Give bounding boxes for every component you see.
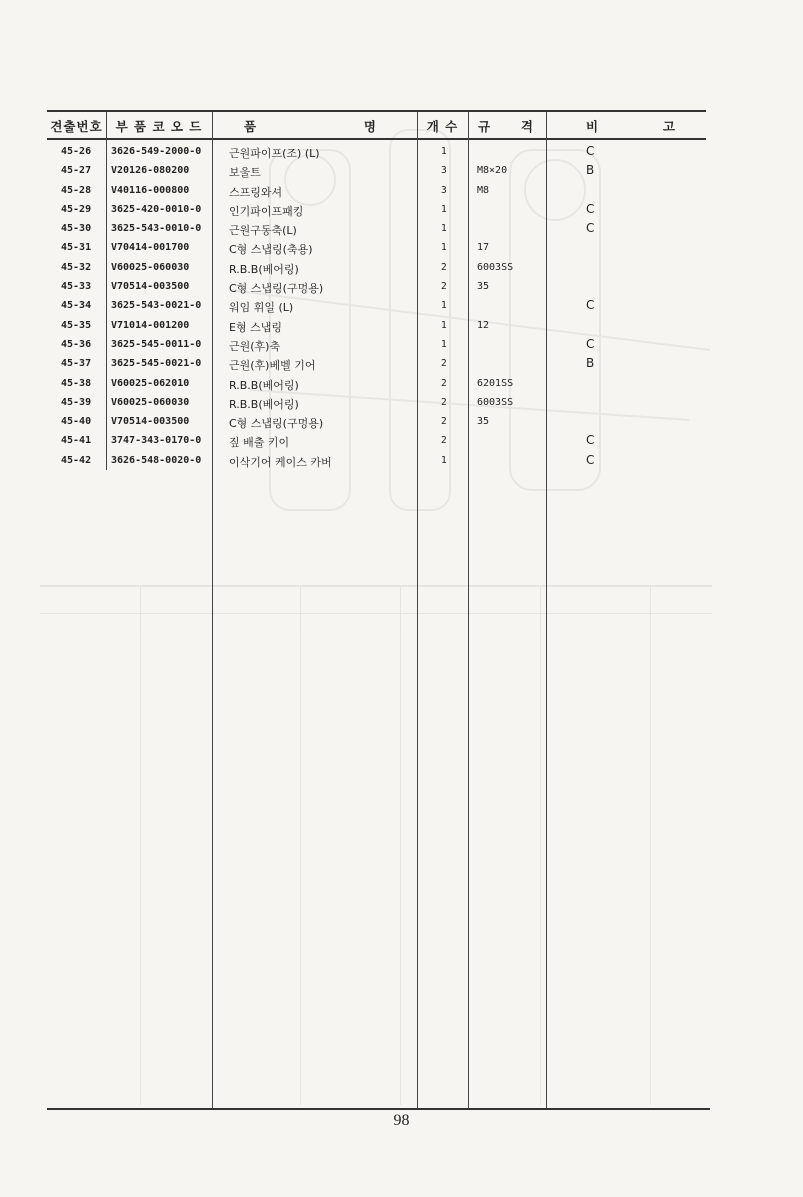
header-note-left: 비 <box>586 119 600 134</box>
note-cell: C <box>586 201 595 216</box>
spec-cell: 35 <box>477 281 490 293</box>
quantity-cell: 2 <box>441 358 447 370</box>
spec-cell: M8 <box>477 184 490 196</box>
note-cell: C <box>586 452 595 467</box>
table-row <box>47 260 706 279</box>
quantity-cell: 2 <box>441 377 447 389</box>
quantity-cell: 1 <box>441 203 447 215</box>
table-row <box>47 221 706 240</box>
quantity-cell: 1 <box>441 454 447 466</box>
quantity-cell: 2 <box>441 281 447 293</box>
part-code-cell: 3625-545-0021-0 <box>111 358 202 370</box>
part-number-cell: 45-33 <box>61 281 92 293</box>
part-name-cell: 워임 휘일 (L) <box>229 301 294 315</box>
part-name-cell: 보울트 <box>229 166 261 180</box>
header-name-right: 명 <box>363 119 377 134</box>
part-number-cell: 45-29 <box>61 203 92 215</box>
spec-cell: M8×20 <box>477 165 508 177</box>
header-part-name <box>212 116 417 136</box>
part-code-cell: 3626-548-0020-0 <box>111 454 202 466</box>
table-row <box>47 356 706 375</box>
part-code-cell: 3626-549-2000-0 <box>111 146 202 157</box>
page-bottom-rule <box>47 1108 710 1110</box>
parts-table-body <box>47 144 706 472</box>
quantity-cell: 1 <box>441 300 447 312</box>
header-quantity: 개 수 <box>426 119 459 134</box>
part-name-cell: E형 스냅링 <box>229 320 282 334</box>
spec-cell: 12 <box>477 319 490 331</box>
table-row <box>47 414 706 433</box>
quantity-cell: 1 <box>441 242 447 254</box>
part-name-cell: 스프링와셔 <box>229 185 283 199</box>
quantity-cell: 2 <box>441 396 447 408</box>
table-row <box>47 337 706 356</box>
note-cell: C <box>586 221 595 236</box>
spec-cell: 6003SS <box>477 396 514 408</box>
table-row <box>47 163 706 182</box>
part-number-cell: 45-40 <box>61 416 92 428</box>
part-code-cell: 3747-343-0170-0 <box>111 435 202 447</box>
part-code-cell: V70514-003500 <box>111 281 190 293</box>
table-row <box>47 433 706 452</box>
note-cell: C <box>586 336 595 351</box>
table-row <box>47 318 706 337</box>
part-name-cell: 근원(후)베벨 기어 <box>229 359 316 373</box>
table-top-rule <box>47 110 706 112</box>
part-code-cell: V60025-060030 <box>111 396 190 408</box>
part-number-cell: 45-30 <box>61 223 92 235</box>
part-name-cell: R.B.B(베어링) <box>229 378 299 392</box>
table-row <box>47 240 706 259</box>
part-code-cell: V71014-001200 <box>111 319 190 331</box>
part-number-cell: 45-38 <box>61 377 92 389</box>
part-number-cell: 45-28 <box>61 184 92 196</box>
part-code-cell: 3625-543-0021-0 <box>111 300 202 312</box>
table-header-rule <box>47 138 706 140</box>
note-cell: C <box>586 433 595 448</box>
part-number-cell: 45-31 <box>61 242 92 254</box>
spec-cell: 6003SS <box>477 261 514 273</box>
part-code-cell: 3625-420-0010-0 <box>111 203 202 215</box>
part-name-cell: 근원파이프(조) (L) <box>229 147 320 160</box>
quantity-cell: 2 <box>441 435 447 447</box>
bleed-through-table <box>40 585 712 1105</box>
quantity-cell: 2 <box>441 261 447 273</box>
part-code-cell: V20126-080200 <box>111 165 190 177</box>
header-spec <box>468 116 546 136</box>
quantity-cell: 3 <box>441 165 447 177</box>
note-cell: C <box>586 144 595 158</box>
quantity-cell: 1 <box>441 338 447 350</box>
quantity-cell: 1 <box>441 146 447 157</box>
header-spec-left: 규 <box>478 119 492 134</box>
quantity-cell: 1 <box>441 319 447 331</box>
part-name-cell: R.B.B(베어링) <box>229 397 299 411</box>
part-number-cell: 45-35 <box>61 319 92 331</box>
table-row <box>47 298 706 317</box>
part-code-cell: V70514-003500 <box>111 416 190 428</box>
part-name-cell: R.B.B(베어링) <box>229 262 299 276</box>
part-name-cell: 인기파이프패킹 <box>229 204 304 218</box>
note-cell: B <box>586 356 595 371</box>
spec-cell: 35 <box>477 416 490 428</box>
quantity-cell: 2 <box>441 416 447 428</box>
part-number-cell: 45-39 <box>61 396 92 408</box>
table-row <box>47 144 706 163</box>
header-part-number: 견출번호 <box>50 119 103 134</box>
part-number-cell: 45-41 <box>61 435 92 447</box>
quantity-cell: 1 <box>441 223 447 235</box>
part-number-cell: 45-26 <box>61 146 92 157</box>
part-name-cell: 근원구동축(L) <box>229 224 297 238</box>
table-row <box>47 453 706 472</box>
part-code-cell: V70414-001700 <box>111 242 190 254</box>
part-name-cell: 근원(후)축 <box>229 339 281 353</box>
header-note-right: 고 <box>662 119 676 134</box>
header-name-left: 품 <box>244 119 258 134</box>
part-number-cell: 45-42 <box>61 454 92 466</box>
part-number-cell: 45-37 <box>61 358 92 370</box>
page-number: 98 <box>393 1112 410 1129</box>
part-code-cell: V40116-000800 <box>111 184 190 196</box>
table-row <box>47 183 706 202</box>
part-code-cell: 3625-545-0011-0 <box>111 338 202 350</box>
spec-cell: 6201SS <box>477 377 514 389</box>
part-name-cell: 이삭기어 케이스 카버 <box>229 455 332 469</box>
part-code-cell: V60025-062010 <box>111 377 190 389</box>
table-row <box>47 395 706 414</box>
header-note <box>546 116 706 136</box>
header-part-code: 부 품 코 오 드 <box>115 119 203 134</box>
spec-cell: 17 <box>477 242 490 254</box>
header-spec-right: 격 <box>520 119 534 134</box>
part-name-cell: C형 스냅링(축용) <box>229 243 313 257</box>
part-number-cell: 45-27 <box>61 165 92 177</box>
part-name-cell: C형 스냅링(구멍용) <box>229 282 324 296</box>
part-name-cell: C형 스냅링(구멍용) <box>229 417 324 431</box>
note-cell: C <box>586 298 595 313</box>
quantity-cell: 3 <box>441 184 447 196</box>
table-row <box>47 202 706 221</box>
part-number-cell: 45-32 <box>61 261 92 273</box>
part-number-cell: 45-36 <box>61 338 92 350</box>
part-name-cell: 짚 배출 키이 <box>229 436 290 450</box>
note-cell: B <box>586 163 595 178</box>
part-code-cell: 3625-543-0010-0 <box>111 223 202 235</box>
part-number-cell: 45-34 <box>61 300 92 312</box>
table-row <box>47 279 706 298</box>
part-code-cell: V60025-060030 <box>111 261 190 273</box>
table-row <box>47 376 706 395</box>
